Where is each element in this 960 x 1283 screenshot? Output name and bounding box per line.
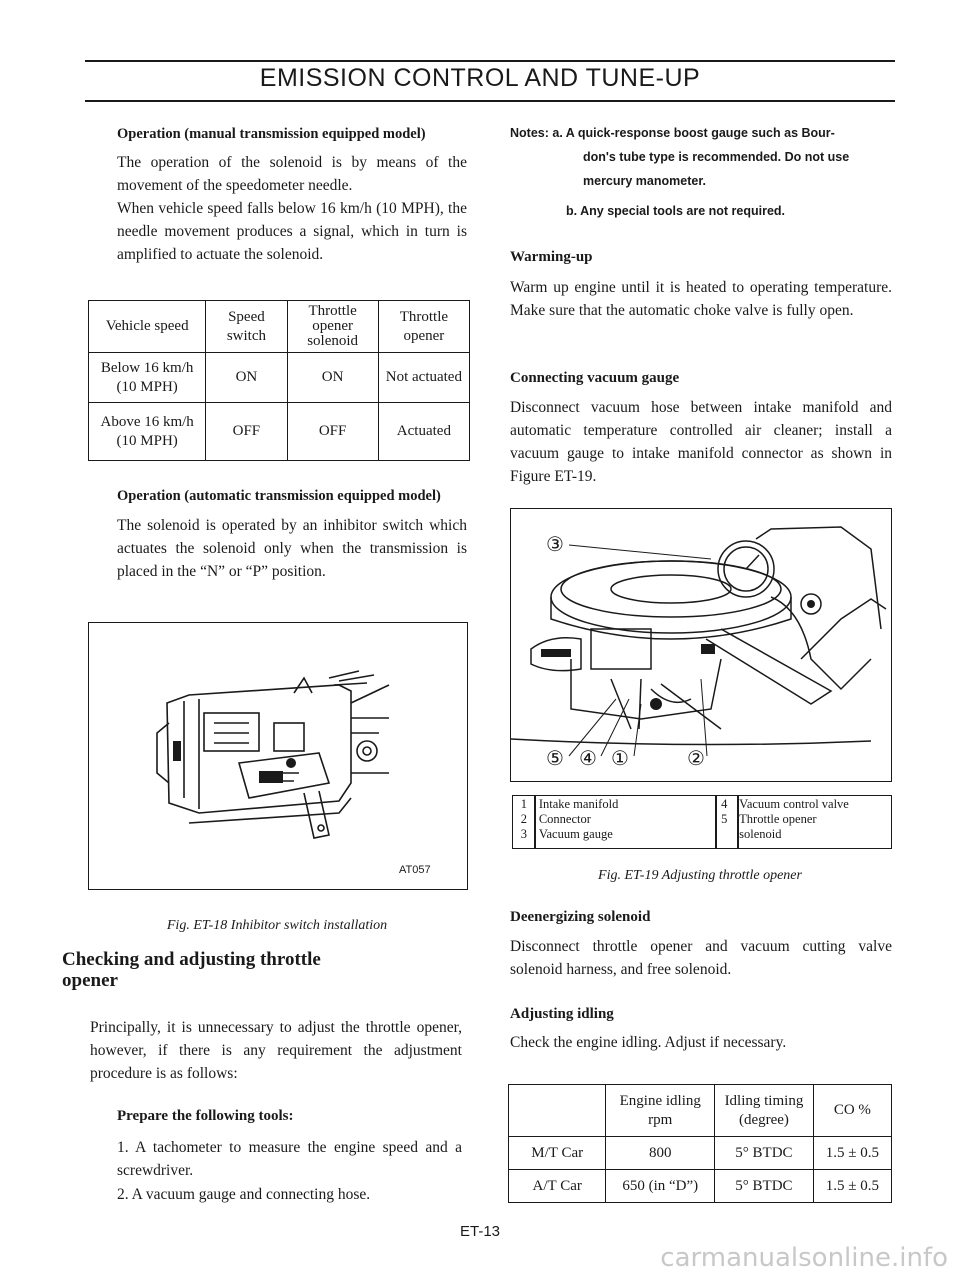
table1-header-opener: Throttle opener: [378, 301, 469, 353]
warming-paragraph: Warm up engine until it is heated to operating temperature. Make sure that the automatic choke valve is fully open.: [510, 279, 892, 319]
manual-paragraph-1: The operation of the solenoid is by means of the movement of the speedometer needle.: [117, 154, 467, 194]
callout-5: ⑤: [546, 746, 564, 770]
table-cell: M/T Car: [509, 1137, 606, 1170]
speed-switch-table: [88, 300, 470, 461]
fig18-caption: Fig. ET-18 Inhibitor switch installation: [166, 918, 388, 933]
legend-row: [513, 797, 891, 812]
table-cell: Actuated: [378, 403, 469, 461]
table1-header-solenoid: Throttle opener solenoid: [287, 301, 378, 353]
section-title-line-2: opener: [62, 970, 118, 991]
table2-header-co: CO %: [813, 1085, 891, 1137]
table-row: [509, 1137, 892, 1170]
tool-item-1: 1. A tachometer to measure the engine speed and a screwdriver.: [117, 1139, 462, 1179]
table-row: [89, 403, 470, 461]
legend-num: 4: [721, 797, 728, 811]
table-cell: 1.5 ± 0.5: [813, 1170, 891, 1203]
idling-heading: Adjusting idling: [510, 1006, 614, 1022]
notes-line-1: Notes: a. A quick-response boost gauge such as Bour-: [510, 126, 835, 140]
table1-header-vehicle-speed: Vehicle speed: [89, 301, 206, 353]
watermark: carmanualsonline.info: [660, 1243, 948, 1273]
table-cell: ON: [287, 353, 378, 403]
figure-et19: [510, 508, 892, 782]
table-cell: Above 16 km/h (10 MPH): [89, 403, 206, 461]
notes-line-3: mercury manometer.: [583, 174, 706, 188]
figure-code: AT057: [399, 864, 431, 876]
auto-heading: Operation (automatic transmission equipped model): [117, 488, 441, 504]
callout-4: ④: [579, 746, 597, 770]
table-cell: OFF: [287, 403, 378, 461]
deenergizing-paragraph: Disconnect throttle opener and vacuum cutting valve solenoid harness, and free solenoid.: [510, 938, 892, 978]
table-cell: 800: [606, 1137, 715, 1170]
fig19-caption: Fig. ET-19 Adjusting throttle opener: [598, 868, 802, 883]
table-cell: 1.5 ± 0.5: [813, 1137, 891, 1170]
figure-legend: [512, 795, 892, 849]
legend-row: [513, 812, 891, 827]
page-number: ET-13: [459, 1223, 501, 1240]
deenergizing-heading: Deenergizing solenoid: [510, 909, 651, 925]
tool-item-2: 2. A vacuum gauge and connecting hose.: [117, 1186, 371, 1203]
vacuum-paragraph: Disconnect vacuum hose between intake manifold and automatic temperature controlled air cleaner; install a vacuum gauge to intake manifold connector as shown in Figure ET-19.: [510, 399, 892, 485]
legend-label: Throttle opener: [739, 812, 817, 826]
vacuum-heading: Connecting vacuum gauge: [510, 370, 680, 386]
principally-paragraph: Principally, it is unnecessary to adjust the throttle opener, however, if there is any requirement the adjustment procedure is as follows:: [90, 1019, 462, 1082]
section-title-line-1: Checking and adjusting throttle: [62, 949, 321, 970]
table-cell: ON: [206, 353, 287, 403]
table2-header-rpm: Engine idling rpm: [606, 1085, 715, 1137]
legend-label: Intake manifold: [538, 797, 619, 811]
legend-row: [513, 827, 891, 842]
table-row: [509, 1170, 892, 1203]
prepare-heading: Prepare the following tools:: [117, 1108, 294, 1124]
table2-header-timing: Idling timing (degree): [715, 1085, 814, 1137]
figure-et18: [88, 622, 468, 890]
header-rule-top: [85, 60, 895, 62]
callout-3: ③: [546, 532, 564, 556]
legend-label: Vacuum gauge: [538, 827, 613, 841]
notes-b: b. Any special tools are not required.: [566, 204, 786, 218]
table1-header-speed-switch: Speed switch: [206, 301, 287, 353]
manual-paragraph-2: When vehicle speed falls below 16 km/h (10 MPH), the needle movement produces a signal, which in turn is amplified to actuate the solenoid.: [117, 200, 467, 263]
page-title: EMISSION CONTROL AND TUNE-UP: [259, 64, 701, 92]
table-cell: Below 16 km/h (10 MPH): [89, 353, 206, 403]
legend-table: [513, 797, 891, 842]
manual-heading: Operation (manual transmission equipped model): [117, 126, 426, 142]
legend-num: 2: [520, 812, 528, 826]
auto-paragraph: The solenoid is operated by an inhibitor switch which actuates the solenoid only when the transmission is placed in the “N” or “P” position.: [117, 517, 467, 580]
callout-2: ②: [687, 746, 705, 770]
table-cell: 650 (in “D”): [606, 1170, 715, 1203]
idling-paragraph: Check the engine idling. Adjust if necessary.: [510, 1034, 787, 1051]
notes-line-2: don's tube type is recommended. Do not use: [583, 150, 850, 164]
legend-num: 5: [721, 812, 728, 826]
engine-vacuum-gauge-illustration: [511, 509, 891, 781]
table-cell: A/T Car: [509, 1170, 606, 1203]
table-cell: 5° BTDC: [715, 1137, 814, 1170]
header-rule-bottom: [85, 100, 895, 102]
table-row: [89, 353, 470, 403]
table-cell: 5° BTDC: [715, 1170, 814, 1203]
legend-label: Vacuum control valve: [739, 797, 849, 811]
table-cell: OFF: [206, 403, 287, 461]
legend-num: 1: [520, 797, 528, 811]
legend-num: [713, 827, 735, 842]
table2-header-blank: [509, 1085, 606, 1137]
idling-spec-table: [508, 1084, 892, 1203]
table-cell: Not actuated: [378, 353, 469, 403]
transmission-illustration: [89, 623, 467, 889]
legend-label: solenoid: [739, 827, 782, 841]
legend-num: 3: [520, 827, 528, 841]
callout-1: ①: [611, 746, 629, 770]
warming-heading: Warming-up: [510, 249, 593, 265]
legend-label: Connector: [538, 812, 591, 826]
